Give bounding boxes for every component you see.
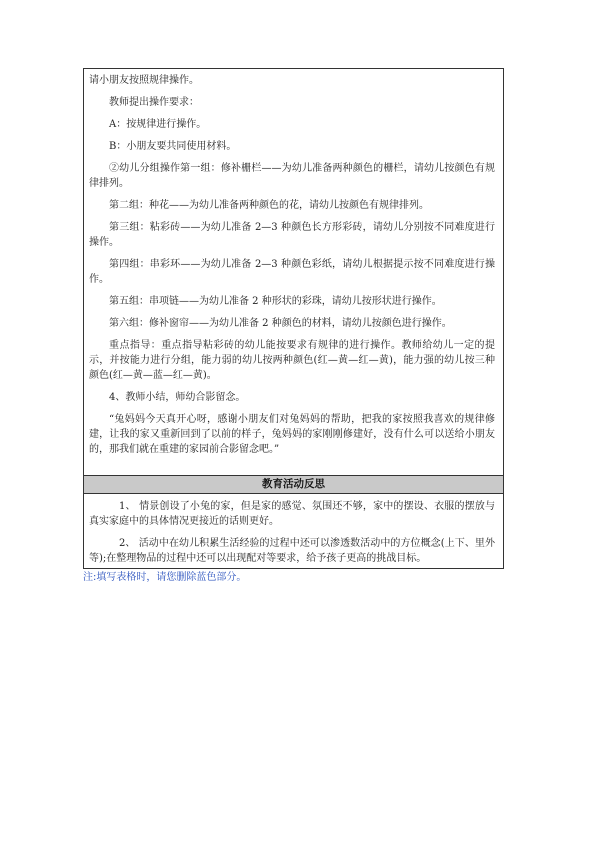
reflection-cell [84,494,503,568]
plan-paragraph: 第三组：粘彩砖——为幼儿准备 2—3 种颜色长方形彩砖，请幼儿分别按不同难度进行操作。 [89,222,495,248]
activity-process-cell [84,69,503,475]
plan-paragraph: 第六组：修补窗帘——为幼儿准备 2 种颜色的材料，请幼儿按颜色进行操作。 [109,318,452,329]
reflection-paragraph: 1、 情景创设了小兔的家，但是家的感觉、氛围还不够，家中的摆设、衣服的摆放与真实家庭中的具体情况更接近的话则更好。 [89,501,495,527]
reflection-paragraph: 2、 活动中在幼儿积累生活经验的过程中还可以渗透数活动中的方位概念(上下、里外等);在整理物品的过程中还可以出现配对等要求，给予孩子更高的挑战目标。 [89,538,495,564]
plan-paragraph: “兔妈妈今天真开心呀，感谢小朋友们对兔妈妈的帮助，把我的家按照我喜欢的规律修建，让我的家又重新回到了以前的样子，兔妈妈的家刚刚修建好，没有什么可以送给小朋友的，那我们就在重建的家园前合影留念吧。” [89,414,495,455]
plan-paragraph: 第四组：串彩环——为幼儿准备 2—3 种颜色彩纸，请幼儿根据提示按不同难度进行操作。 [89,259,495,285]
plan-paragraph: ②幼儿分组操作第一组：修补栅栏——为幼儿准备两种颜色的栅栏，请幼儿按颜色有规律排列。 [89,163,495,189]
plan-paragraph: 请小朋友按照规律操作。 [89,75,199,86]
plan-paragraph: 第五组：串项链——为幼儿准备 2 种形状的彩珠，请幼儿按形状进行操作。 [109,296,442,307]
plan-paragraph: 教师提出操作要求： [109,97,199,108]
plan-paragraph: 重点指导：重点指导粘彩砖的幼儿能按要求有规律的进行操作。教师给幼儿一定的提示，并按能力进行分组，能力弱的幼儿按两种颜色(红—黄—红—黄)，能力强的幼儿按三种颜色(红—黄—蓝—红—黄)。 [89,340,495,381]
plan-paragraph: 第二组：种花——为幼儿准备两种颜色的花，请幼儿按颜色有规律排列。 [109,200,429,211]
reflection-heading: 教育活动反思 [84,475,503,494]
plan-paragraph: 4、教师小结，师幼合影留念。 [109,392,246,403]
plan-paragraph: A：按规律进行操作。 [109,119,207,130]
plan-paragraph: B：小朋友要共同使用材料。 [109,141,237,152]
blue-note: 注:填写表格时，请您删除蓝色部分。 [83,572,247,583]
lesson-plan-table [83,68,504,569]
